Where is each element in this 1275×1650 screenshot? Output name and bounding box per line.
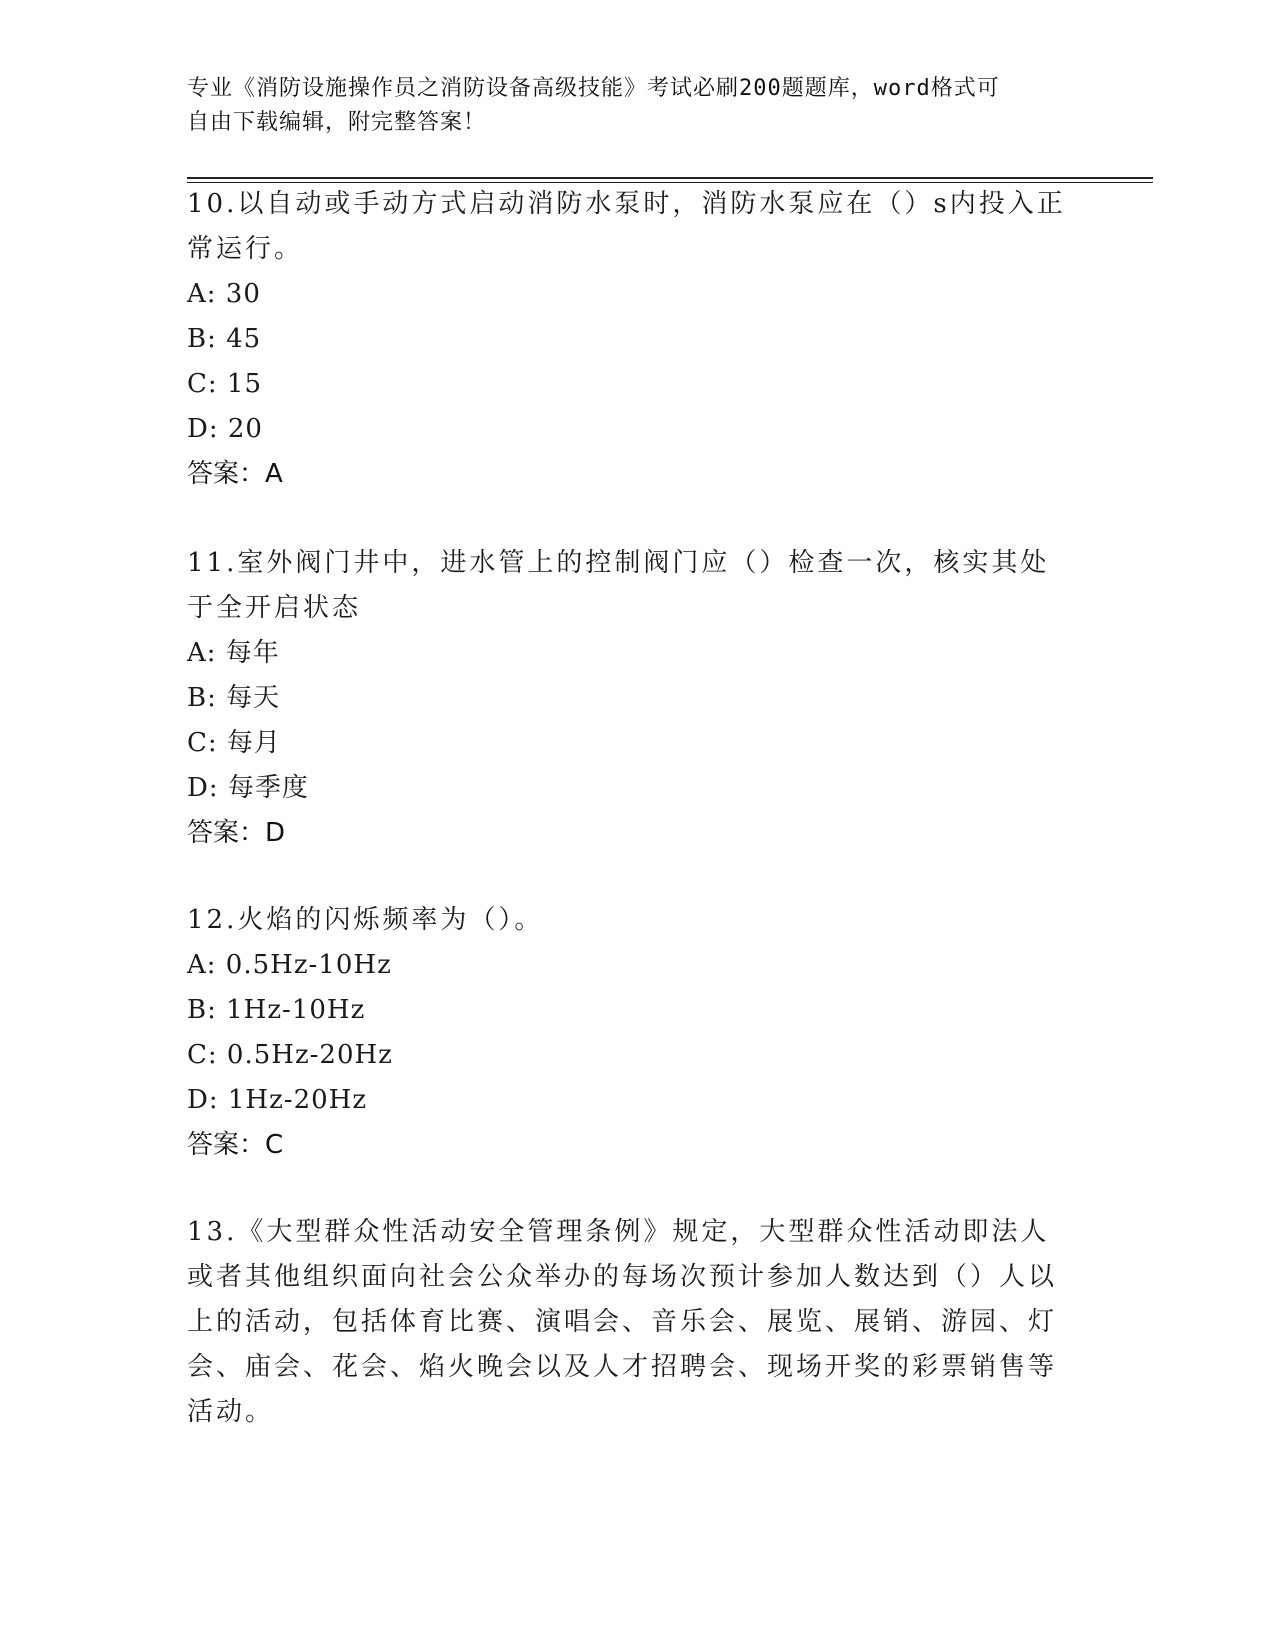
option-c: C: 每月 xyxy=(187,728,281,758)
header-divider-thick xyxy=(187,177,1153,179)
question-stem: 12.火焰的闪烁频率为（）。 xyxy=(187,905,544,935)
header-line-2: 自由下载编辑，附完整答案！ xyxy=(187,110,487,135)
answer: 答案：D xyxy=(187,818,286,848)
option-d: D: 20 xyxy=(187,414,263,444)
header-line-1: 专业《消防设施操作员之消防设备高级技能》考试必刷200题题库，word格式可 xyxy=(187,76,1000,101)
question-12 xyxy=(187,898,1067,1168)
question-stem: 13.《大型群众性活动安全管理条例》规定，大型群众性活动即法人或者其他组织面向社会公众举办的每场次预计参加人数达到（）人以上的活动，包括体育比赛、演唱会、音乐会、展览、展销、游园、灯会、庙会、花会、焰火晚会以及人才招聘会、现场开奖的彩票销售等活动。 xyxy=(187,1217,1058,1427)
option-b: B: 1Hz-10Hz xyxy=(187,995,366,1025)
option-d: D: 1Hz-20Hz xyxy=(187,1085,368,1115)
option-a: A: 每年 xyxy=(187,638,280,668)
option-b: B: 45 xyxy=(187,324,262,354)
option-c: C: 0.5Hz-20Hz xyxy=(187,1040,393,1070)
question-13 xyxy=(187,1210,1067,1435)
question-stem: 10.以自动或手动方式启动消防水泵时，消防水泵应在（）s内投入正常运行。 xyxy=(187,189,1066,264)
option-a: A: 0.5Hz-10Hz xyxy=(187,950,392,980)
answer: 答案：C xyxy=(187,1130,284,1160)
question-11 xyxy=(187,541,1067,856)
question-10 xyxy=(187,182,1067,497)
option-a: A: 30 xyxy=(187,279,261,309)
document-header xyxy=(187,72,1067,140)
option-b: B: 每天 xyxy=(187,683,281,713)
option-d: D: 每季度 xyxy=(187,773,309,803)
answer: 答案：A xyxy=(187,459,283,489)
option-c: C: 15 xyxy=(187,369,263,399)
question-stem: 11.室外阀门井中，进水管上的控制阀门应（）检查一次，核实其处于全开启状态 xyxy=(187,548,1050,623)
